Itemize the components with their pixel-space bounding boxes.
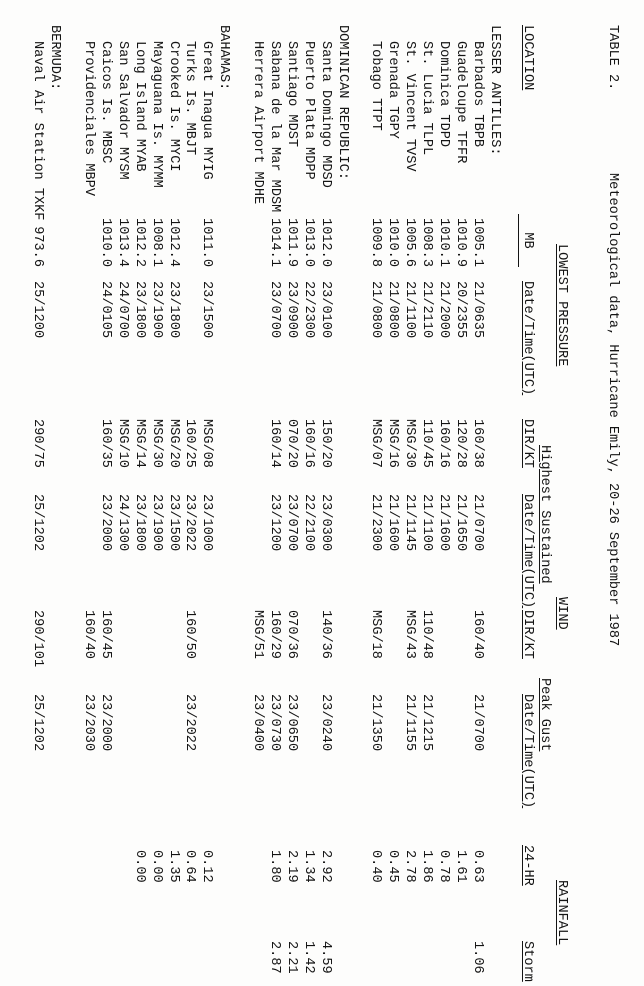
group-label: BAHAMAS: [216, 25, 232, 91]
cell-pressure-date: 20/2355 [452, 281, 468, 339]
cell-sustained-wind: MSG/30 [402, 419, 418, 468]
table-row [366, 0, 383, 986]
cell-gust-wind: 290/101 [30, 610, 46, 668]
cell-pressure-mb: 1013.0 [300, 218, 316, 267]
table-row [316, 0, 333, 986]
cell-pressure-mb: 1008.1 [148, 218, 164, 267]
station-name: Puerto Plata MDPP [300, 41, 316, 180]
cell-sustained-wind: MSG/08 [199, 419, 215, 468]
cell-pressure-mb: 1011.0 [199, 218, 215, 267]
station-name: Dominica TDPD [436, 41, 451, 148]
group-row [45, 0, 62, 986]
cell-sustained-date: 23/2000 [98, 494, 113, 552]
header-rain-storm: Storm [520, 941, 536, 982]
cell-sustained-date: 23/1800 [131, 494, 147, 552]
cell-sustained-date: 23/0700 [283, 494, 299, 552]
station-name: Crooked Is. MYCI [165, 41, 181, 172]
cell-gust-date: 23/2000 [98, 694, 113, 752]
cell-rain-24hr: 2.78 [402, 850, 418, 883]
cell-sustained-date: 21/1100 [419, 494, 435, 552]
group-row [214, 0, 231, 986]
cell-sustained-wind: 120/28 [452, 419, 468, 468]
table-row [130, 0, 147, 986]
table-row [265, 0, 282, 986]
cell-pressure-date: 21/2000 [436, 281, 451, 339]
cell-pressure-mb: 1005.1 [469, 218, 485, 267]
cell-sustained-wind: 150/20 [317, 419, 333, 468]
table-row [468, 0, 485, 986]
header-lowest-pressure: LOWEST PRESSURE [554, 244, 570, 367]
cell-gust-wind: 160/50 [182, 610, 198, 659]
header-gust-dir: DIR/KT [520, 610, 536, 659]
group-label: BERMUDA: [47, 25, 63, 91]
cell-gust-date: 21/0700 [469, 694, 485, 752]
cell-sustained-date: 21/1600 [436, 494, 451, 552]
cell-sustained-wind: MSG/20 [165, 419, 181, 468]
cell-rain-24hr: 1.34 [300, 850, 316, 883]
cell-gust-wind: 140/36 [317, 610, 333, 659]
cell-pressure-date: 21/0635 [469, 281, 485, 339]
cell-sustained-date: 21/1650 [452, 494, 468, 552]
cell-pressure-mb: 1012.0 [317, 218, 333, 267]
cell-rain-24hr: 0.00 [148, 850, 164, 883]
cell-rain-24hr: 1.80 [267, 850, 282, 883]
group-label: LESSER ANTILLES: [486, 25, 502, 156]
cell-sustained-date: 21/0700 [469, 494, 485, 552]
station-name: Herrera Airport MDHE [250, 41, 266, 205]
station-name: Sabana de la Mar MDSM [267, 41, 282, 213]
cell-rain-storm: 1.06 [469, 941, 485, 974]
header-lp-date: Date/Time(UTC) [520, 281, 536, 396]
cell-sustained-wind: 160/16 [300, 419, 316, 468]
group-row [485, 0, 502, 986]
cell-pressure-date: 23/1900 [148, 281, 164, 339]
cell-pressure-mb: 1010.0 [385, 218, 401, 267]
cell-pressure-date: 21/0800 [385, 281, 401, 339]
table-row [147, 0, 164, 986]
station-name: Great Inagua MYIG [199, 41, 215, 180]
cell-sustained-date: 24/1300 [114, 494, 130, 552]
cell-sustained-date: 23/1000 [199, 494, 215, 552]
cell-pressure-date: 23/0700 [267, 281, 282, 339]
station-name: Barbados TBPB [469, 41, 485, 148]
cell-gust-date: 23/0730 [267, 694, 282, 752]
cell-gust-date: 23/0400 [250, 694, 266, 752]
header-rainfall: RAINFALL [554, 880, 570, 946]
cell-gust-wind: MSG/43 [402, 610, 418, 659]
cell-pressure-mb: 973.6 [30, 226, 46, 267]
station-name: Grenada TGPY [385, 41, 401, 139]
cell-sustained-date: 23/2022 [182, 494, 198, 552]
cell-sustained-wind: 160/38 [469, 419, 485, 468]
station-name: San Salvador MYSM [114, 41, 130, 180]
cell-rain-storm: 1.42 [300, 941, 316, 974]
cell-rain-24hr: 0.78 [436, 850, 451, 883]
station-name: Long Island MYAB [131, 41, 147, 172]
table-row [28, 0, 45, 986]
cell-pressure-date: 21/2110 [419, 281, 435, 339]
table-row [451, 0, 468, 986]
station-name: Guadeloupe TFFR [452, 41, 468, 164]
cell-rain-24hr: 0.00 [131, 850, 147, 883]
cell-rain-24hr: 0.63 [469, 850, 485, 883]
station-name: Tobago TTPT [368, 41, 384, 131]
cell-gust-date: 23/0240 [317, 694, 333, 752]
table-row [248, 0, 265, 986]
cell-pressure-mb: 1013.4 [114, 218, 130, 267]
table-row [113, 0, 130, 986]
cell-sustained-date: 23/1900 [148, 494, 164, 552]
cell-pressure-mb: 1010.0 [98, 218, 113, 267]
cell-rain-24hr: 1.61 [452, 850, 468, 883]
table-title: Meteorological data, Hurricane Emily, 20-26 September 1987 [605, 173, 620, 647]
cell-sustained-date: 23/1500 [165, 494, 181, 552]
group-label: DOMINICAN REPUBLIC: [334, 25, 350, 180]
cell-gust-date: 23/0650 [283, 694, 299, 752]
cell-rain-24hr: 0.12 [199, 850, 215, 883]
cell-gust-date: 23/2030 [81, 694, 97, 752]
cell-pressure-date: 21/1100 [402, 281, 418, 339]
cell-gust-wind: 070/36 [283, 610, 299, 659]
cell-rain-24hr: 0.64 [182, 850, 198, 883]
cell-gust-wind: 110/48 [419, 610, 435, 659]
cell-sustained-date: 21/1145 [402, 494, 418, 552]
cell-pressure-mb: 1005.6 [402, 218, 418, 267]
cell-pressure-mb: 1012.4 [165, 218, 181, 267]
cell-gust-date: 21/1215 [419, 694, 435, 752]
cell-sustained-wind: 160/25 [182, 419, 198, 468]
cell-sustained-date: 25/1202 [30, 494, 46, 552]
cell-pressure-date: 22/2300 [300, 281, 316, 339]
table-row [96, 0, 113, 986]
cell-pressure-date: 23/0900 [283, 281, 299, 339]
header-sus-date: Date/Time(UTC) [520, 494, 536, 609]
cell-sustained-wind: 110/45 [419, 419, 435, 468]
cell-rain-24hr: 0.45 [385, 850, 401, 883]
cell-sustained-wind: 070/20 [283, 419, 299, 468]
station-name: Caicos Is. MBSC [98, 41, 113, 164]
cell-sustained-date: 21/2300 [368, 494, 384, 552]
station-name: St. Vincent TVSV [402, 41, 418, 172]
cell-pressure-date: 23/1500 [199, 281, 215, 339]
cell-pressure-mb: 1014.1 [267, 218, 282, 267]
cell-sustained-wind: MSG/14 [131, 419, 147, 468]
cell-rain-24hr: 2.92 [317, 850, 333, 883]
cell-gust-wind: 160/40 [469, 610, 485, 659]
cell-pressure-mb: 1009.8 [368, 218, 384, 267]
cell-rain-storm: 2.21 [283, 941, 299, 974]
cell-pressure-mb: 1010.1 [436, 218, 451, 267]
station-name: Santa Domingo MDSD [317, 41, 333, 188]
cell-pressure-mb: 1012.2 [131, 218, 147, 267]
cell-pressure-date: 25/1200 [30, 281, 46, 339]
cell-rain-storm: 2.87 [267, 941, 282, 974]
table-row [79, 0, 96, 986]
cell-pressure-date: 23/0100 [317, 281, 333, 339]
header-highest-sustained: Highest Sustained [537, 445, 553, 584]
header-peak-gust: Peak Gust [537, 678, 553, 752]
cell-gust-wind: 160/40 [81, 610, 97, 659]
cell-sustained-wind: MSG/16 [385, 419, 401, 468]
cell-rain-24hr: 1.35 [165, 850, 181, 883]
cell-sustained-date: 21/1600 [385, 494, 401, 552]
station-name: St. Lucia TLPL [419, 41, 435, 156]
cell-gust-wind: 160/45 [98, 610, 113, 659]
cell-sustained-wind: 160/16 [436, 419, 451, 468]
cell-rain-24hr: 0.40 [368, 850, 384, 883]
cell-sustained-wind: MSG/07 [368, 419, 384, 468]
cell-sustained-date: 23/1200 [267, 494, 282, 552]
station-name: Naval Air Station TXKF [30, 41, 46, 221]
cell-gust-date: 21/1155 [402, 694, 418, 752]
cell-pressure-date: 24/0700 [114, 281, 130, 339]
cell-gust-wind: MSG/18 [368, 610, 384, 659]
cell-rain-storm: 4.59 [317, 941, 333, 974]
cell-pressure-mb: 1008.3 [419, 218, 435, 267]
header-sus-dir: DIR/KT [520, 419, 536, 468]
header-gust-date: Date/Time(UTC) [520, 694, 536, 809]
cell-pressure-date: 24/0105 [98, 281, 113, 339]
cell-sustained-wind: 160/14 [267, 419, 282, 468]
cell-pressure-mb: 1011.9 [283, 218, 299, 267]
table-row [197, 0, 214, 986]
header-mb: MB [519, 214, 536, 267]
cell-rain-24hr: 2.19 [283, 850, 299, 883]
station-name: Santiago MDST [283, 41, 299, 148]
cell-rain-24hr: 1.86 [419, 850, 435, 883]
cell-pressure-date: 23/1800 [165, 281, 181, 339]
cell-gust-wind: 160/29 [267, 610, 282, 659]
cell-sustained-wind: MSG/10 [114, 419, 130, 468]
station-name: Mayaguana Is. MYMM [148, 41, 164, 188]
cell-gust-date: 21/1350 [368, 694, 384, 752]
cell-sustained-wind: 290/75 [30, 419, 46, 468]
station-name: Providenciales MBPV [81, 41, 97, 196]
cell-gust-date: 25/1202 [30, 694, 46, 752]
table-row [383, 0, 400, 986]
cell-pressure-date: 21/0800 [368, 281, 384, 339]
cell-sustained-date: 22/2100 [300, 494, 316, 552]
cell-sustained-wind: 160/35 [98, 419, 113, 468]
table-row [282, 0, 299, 986]
header-rain-24hr: 24-HR [520, 845, 536, 886]
table-row [400, 0, 417, 986]
table-row [164, 0, 181, 986]
cell-sustained-date: 23/0300 [317, 494, 333, 552]
table-row [417, 0, 434, 986]
cell-gust-wind: MSG/51 [250, 610, 266, 659]
table-row [434, 0, 451, 986]
station-name: Turks Is. MBJT [182, 41, 198, 156]
header-wind: WIND [554, 597, 570, 630]
cell-pressure-mb: 1010.9 [452, 218, 468, 267]
table-number: TABLE 2. [605, 25, 620, 91]
header-location: LOCATION [520, 25, 536, 91]
table-row [181, 0, 198, 986]
cell-sustained-wind: MSG/30 [148, 419, 164, 468]
cell-pressure-date: 23/1800 [131, 281, 147, 339]
cell-gust-date: 23/2022 [182, 694, 198, 752]
table-row [299, 0, 316, 986]
group-row [333, 0, 350, 986]
